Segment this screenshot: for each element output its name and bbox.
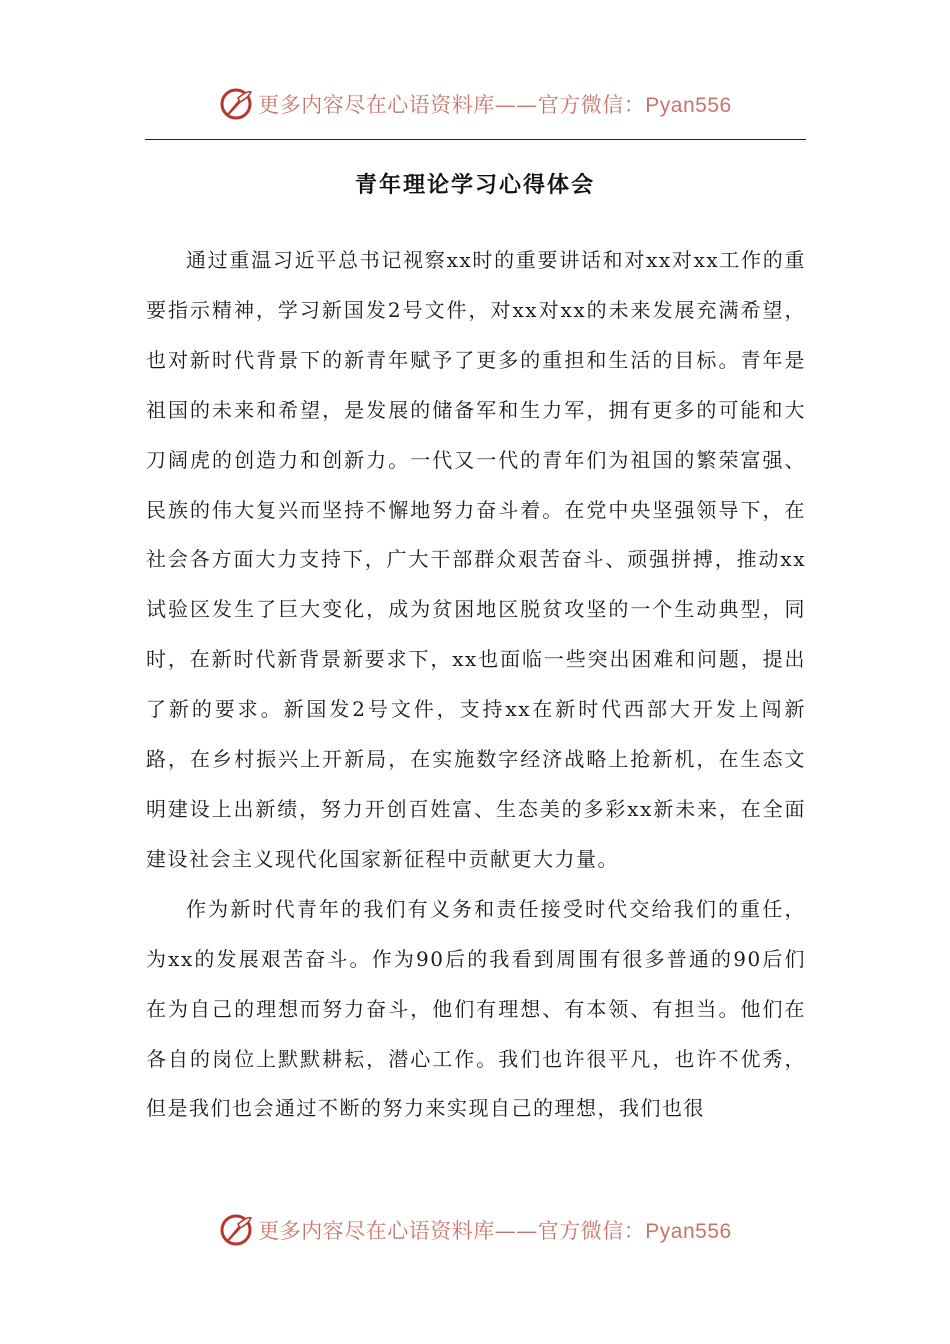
banner-slogan: 更多内容尽在心语资料库: [258, 93, 495, 117]
footer-banner-text: [258, 1215, 731, 1245]
header-watermark-banner: [0, 84, 950, 124]
document-title: 青年理论学习心得体会: [354, 173, 595, 198]
paragraph-2: 作为新时代青年的我们有义务和责任接受时代交给我们的重任，为xx的发展艰苦奋斗。作为90后的我看到周围有很多普通的90后们在为自己的理想而努力奋斗，他们有理想、有本领、有担当。他们在各自的岗位上默默耕耘，潜心工作。我们也许很平凡，也许不优秀，但是我们也会通过不断的努力来实现自己的理想，我们也很: [146, 896, 806, 1121]
header-banner-text: [258, 89, 731, 119]
header-divider: [145, 139, 806, 140]
banner-dash: ——: [494, 1219, 538, 1243]
document-body: [146, 236, 806, 1134]
quill-pen-logo-icon: [218, 1212, 254, 1248]
paragraph-1: 通过重温习近平总书记视察xx时的重要讲话和对xx对xx工作的重要指示精神，学习新国发2号文件，对xx对xx的未来发展充满希望，也对新时代背景下的新青年赋予了更多的重担和生活的目标。青年是祖国的未来和希望，是发展的储备军和生力军，拥有更多的可能和大刀阔虎的创造力和创新力。一代又一代的青年们为祖国的繁荣富强、民族的伟大复兴而坚持不懈地努力奋斗着。在党中央坚强领导下，在社会各方面大力支持下，广大干部群众艰苦奋斗、顽强拼搏，推动xx试验区发生了巨大变化，成为贫困地区脱贫攻坚的一个生动典型，同时，在新时代新背景新要求下，xx也面临一些突出困难和问题，提出了新的要求。新国发2号文件，支持xx在新时代西部大开发上闯新路，在乡村振兴上开新局，在实施数字经济战略上抢新机，在生态文明建设上出新绩，努力开创百姓富、生态美的多彩xx新未来，在全面建设社会主义现代化国家新征程中贡献更大力量。: [146, 248, 806, 871]
banner-slogan: 更多内容尽在心语资料库: [258, 1219, 495, 1243]
banner-wechat-label: 官方微信：: [537, 93, 646, 117]
banner-wechat-id: Pyan556: [645, 1220, 732, 1243]
footer-watermark-banner: [0, 1210, 950, 1250]
banner-wechat-label: 官方微信：: [537, 1219, 646, 1243]
banner-wechat-id: Pyan556: [645, 94, 732, 117]
quill-pen-logo-icon: [218, 86, 254, 122]
banner-dash: ——: [494, 93, 538, 117]
